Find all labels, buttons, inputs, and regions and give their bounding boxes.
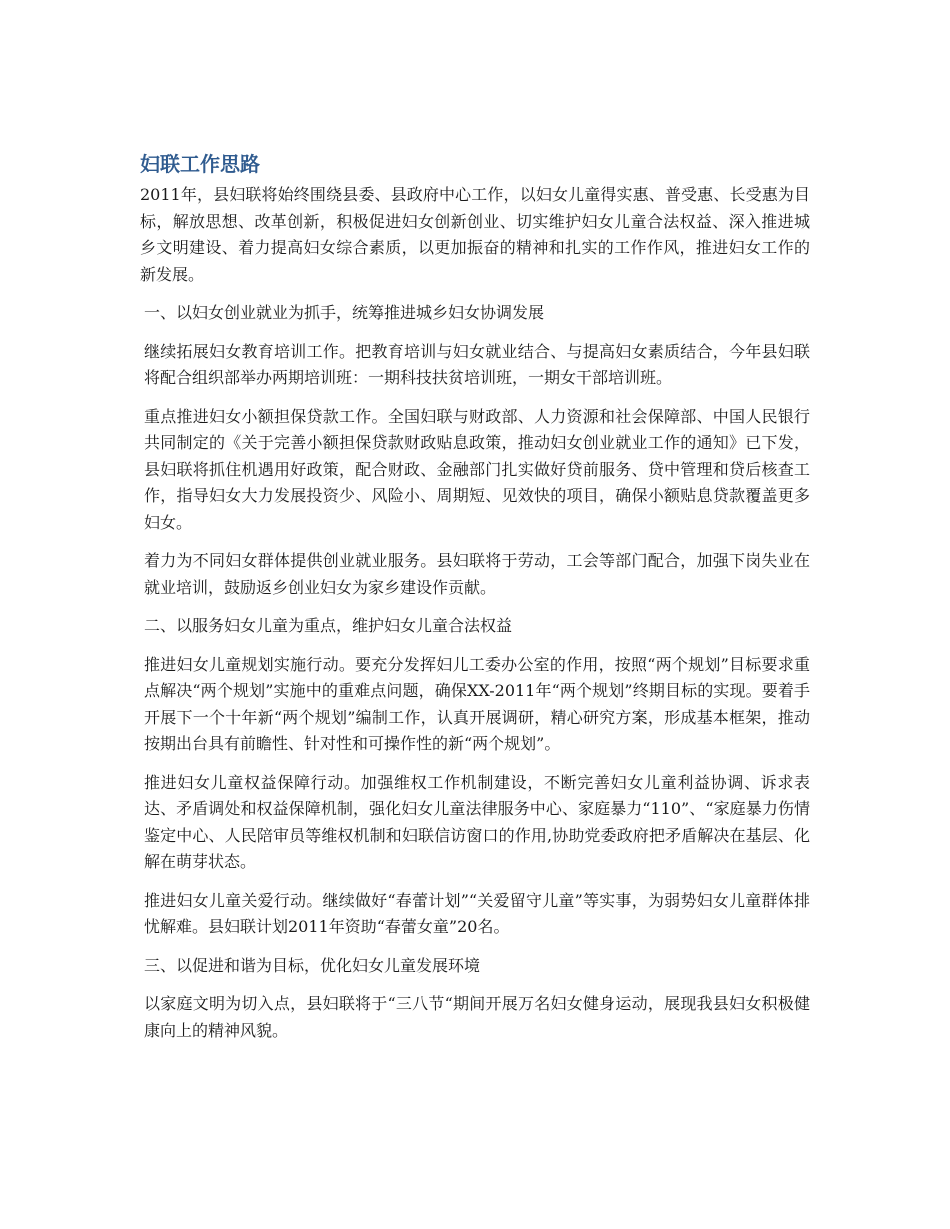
section-1-paragraph-1: 继续拓展妇女教育培训工作。把教育培训与妇女就业结合、与提高妇女素质结合，今年县妇联将配合组织部举办两期培训班：一期科技扶贫培训班，一期女干部培训班。 [144, 341, 810, 387]
section-heading-2: 二、以服务妇女儿童为重点，维护妇女儿童合法权益 [144, 616, 513, 635]
document-page [140, 148, 810, 1056]
section-2-paragraph-3: 推进妇女儿童关爱行动。继续做好“春蕾计划”“关爱留守儿童”等实事，为弱势妇女儿童群体排忧解难。县妇联计划2011年资助“春蕾女童”20名。 [144, 890, 810, 936]
section-3-paragraph-1: 以家庭文明为切入点，县妇联将于“三八节“期间开展万名妇女健身运动，展现我县妇女积极健康向上的精神风貌。 [144, 994, 810, 1040]
section-2-paragraph-2: 推进妇女儿童权益保障行动。加强维权工作机制建设，不断完善妇女儿童利益协调、诉求表达、矛盾调处和权益保障机制，强化妇女儿童法律服务中心、家庭暴力“110”、“家庭暴力伤情鉴定中心、人民陪审员等维权机制和妇联信访窗口的作用,协助党委政府把矛盾解决在基层、化解在萌芽状态。 [144, 772, 810, 871]
section-heading-1: 一、以妇女创业就业为抓手，统筹推进城乡妇女协调发展 [144, 303, 545, 322]
intro-paragraph: 2011年，县妇联将始终围绕县委、县政府中心工作，以妇女儿童得实惠、普受惠、长受惠为目标，解放思想、改革创新，积极促进妇女创新创业、切实维护妇女儿童合法权益、深入推进城乡文明建设、着力提高妇女综合素质，以更加振奋的精神和扎实的工作作风，推进妇女工作的新发展。 [140, 185, 810, 284]
section-1-paragraph-2: 重点推进妇女小额担保贷款工作。全国妇联与财政部、人力资源和社会保障部、中国人民银行共同制定的《关于完善小额担保贷款财政贴息政策，推动妇女创业就业工作的通知》已下发，县妇联将抓住机遇用好政策，配合财政、金融部门扎实做好贷前服务、贷中管理和贷后核查工作，指导妇女大力发展投资少、风险小、周期短、见效快的项目，确保小额贴息贷款覆盖更多妇女。 [144, 406, 810, 532]
section-heading-3: 三、以促进和谐为目标，优化妇女儿童发展环境 [144, 955, 481, 975]
document-title: 妇联工作思路 [140, 152, 260, 176]
section-2-paragraph-1: 推进妇女儿童规划实施行动。要充分发挥妇儿工委办公室的作用，按照“两个规划”目标要求重点解决“两个规划”实施中的重难点问题，确保XX-2011年“两个规划”终期目标的实现。要着手开展下一个十年新“两个规划”编制工作，认真开展调研，精心研究方案，形成基本框架，推动按期出台具有前瞻性、针对性和可操作性的新“两个规划”。 [144, 654, 810, 753]
section-1-paragraph-3: 着力为不同妇女群体提供创业就业服务。县妇联将于劳动，工会等部门配合，加强下岗失业在就业培训，鼓励返乡创业妇女为家乡建设作贡献。 [144, 551, 810, 597]
